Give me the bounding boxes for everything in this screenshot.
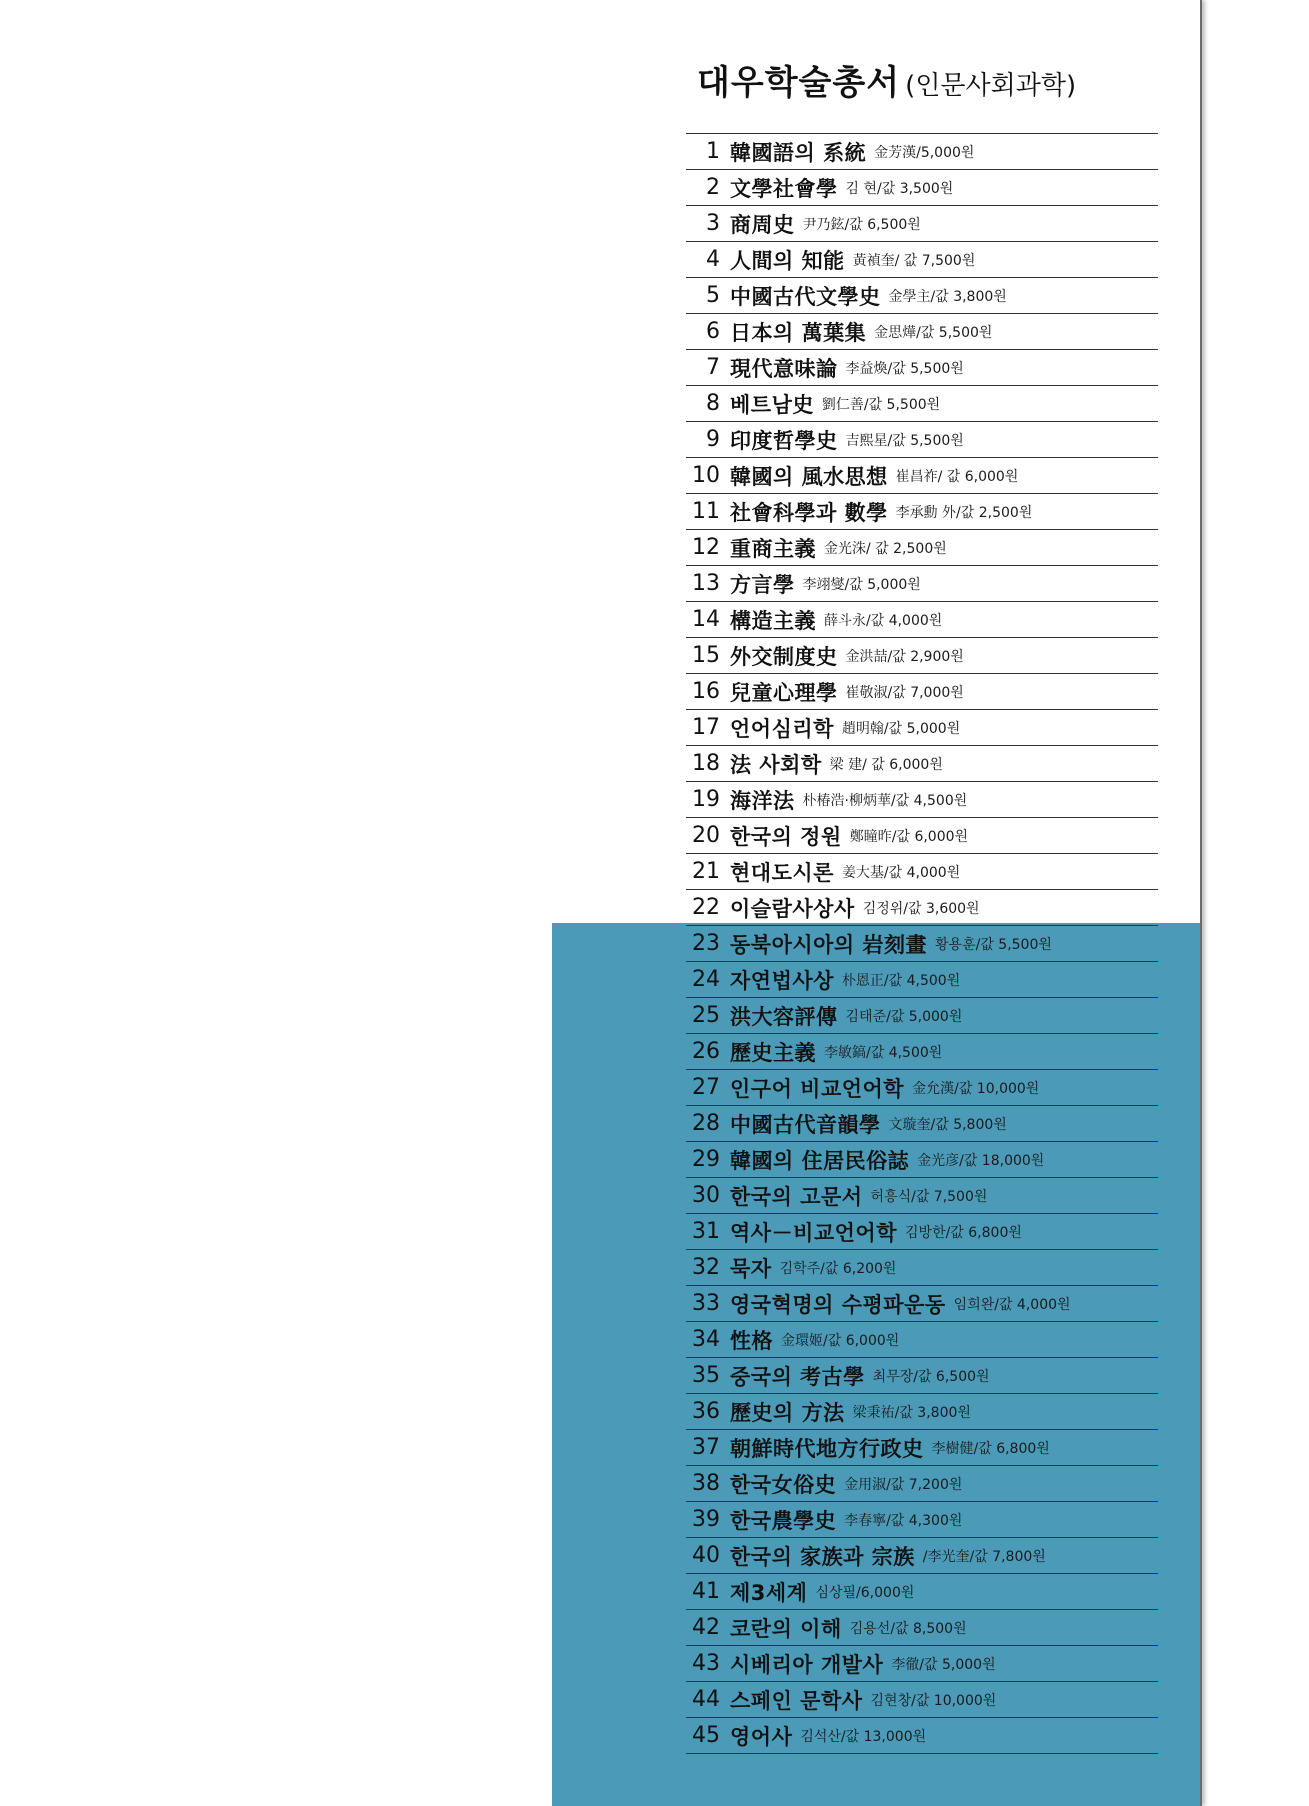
book-title: 베트남史: [730, 392, 814, 417]
book-title: 洪大容評傳: [730, 1004, 838, 1029]
book-title: 韓國語의 系統: [730, 140, 867, 165]
book-author-price: 崔昌祚/ 값 6,000원: [895, 468, 1019, 485]
book-number: 6: [706, 319, 720, 344]
book-number: 14: [692, 607, 720, 632]
book-title: 제3세계: [730, 1580, 808, 1605]
book-author-price: 허흥식/값 7,500원: [870, 1188, 988, 1205]
book-title: 商周史: [730, 212, 795, 237]
list-item: [686, 602, 1158, 638]
book-number: 39: [692, 1507, 720, 1532]
list-item: [686, 1142, 1158, 1178]
book-number: 4: [706, 247, 720, 272]
series-title-sub: (인문사회과학): [905, 71, 1077, 101]
book-number: 27: [692, 1075, 720, 1100]
book-author-price: 金洪喆/값 2,900원: [845, 648, 964, 665]
book-title: 中國古代文學史: [730, 284, 881, 309]
list-item: [686, 1610, 1158, 1646]
list-item: [686, 1070, 1158, 1106]
book-title: 현대도시론: [730, 860, 834, 885]
list-item: [686, 1286, 1158, 1322]
list-item: [686, 170, 1158, 206]
book-title: 한국女俗史: [730, 1472, 837, 1497]
book-number: 20: [692, 823, 720, 848]
list-item: [686, 530, 1158, 566]
book-title: 性格: [730, 1328, 773, 1353]
book-author-price: 吉熙星/값 5,500원: [845, 432, 964, 449]
list-item: [686, 386, 1158, 422]
list-item: [686, 278, 1158, 314]
book-title: 스페인 문학사: [730, 1688, 863, 1713]
book-number: 37: [692, 1435, 720, 1460]
list-item: [686, 494, 1158, 530]
list-item: [686, 566, 1158, 602]
book-number: 8: [706, 391, 720, 416]
book-author-price: 薛斗永/값 4,000원: [824, 612, 943, 629]
book-title: 構造主義: [730, 608, 816, 633]
list-item: [686, 1358, 1158, 1394]
book-author-price: 김학주/값 6,200원: [779, 1260, 897, 1277]
book-author-price: 李春寧/값 4,300원: [844, 1512, 963, 1529]
book-number: 17: [692, 715, 720, 740]
list-item: [686, 854, 1158, 890]
book-title: 자연법사상: [730, 968, 834, 993]
book-author-price: 최무장/값 6,500원: [872, 1368, 990, 1385]
book-title: 兒童心理學: [730, 680, 838, 705]
book-title: 社會科學과 數學: [730, 500, 888, 525]
list-item: [686, 1394, 1158, 1430]
book-title: 한국의 정원: [730, 824, 842, 849]
list-item: [686, 1574, 1158, 1610]
list-item: [686, 818, 1158, 854]
book-author-price: 李樹健/값 6,800원: [931, 1440, 1050, 1457]
list-item: [686, 674, 1158, 710]
book-number: 9: [706, 427, 720, 452]
book-title: 日本의 萬葉集: [730, 320, 867, 345]
book-number: 24: [692, 967, 720, 992]
book-number: 18: [692, 751, 720, 776]
list-item: [686, 206, 1158, 242]
book-title: 동북아시아의 岩刻畫: [730, 932, 928, 957]
book-number: 40: [692, 1543, 720, 1568]
book-title: 人間의 知能: [730, 248, 845, 273]
book-author-price: /李光奎/값 7,800원: [922, 1548, 1046, 1565]
book-title: 印度哲學史: [730, 428, 838, 453]
book-title: 朝鮮時代地方行政史: [730, 1436, 924, 1461]
book-author-price: 김석산/값 13,000원: [800, 1728, 927, 1745]
book-number: 38: [692, 1471, 720, 1496]
book-title: 海洋法: [730, 788, 795, 813]
list-item: [686, 1214, 1158, 1250]
book-author-price: 심상필/6,000원: [815, 1584, 915, 1601]
book-author-price: 김 현/값 3,500원: [845, 180, 954, 197]
book-number: 30: [692, 1183, 720, 1208]
book-number: 23: [692, 931, 720, 956]
book-author-price: 黃禎奎/ 값 7,500원: [852, 252, 976, 269]
book-author-price: 李翊燮/값 5,000원: [802, 576, 921, 593]
book-title: 文學社會學: [730, 176, 838, 201]
book-title: 인구어 비교언어학: [730, 1076, 905, 1101]
book-number: 42: [692, 1615, 720, 1640]
book-author-price: 김현창/값 10,000원: [870, 1692, 997, 1709]
list-item: [686, 962, 1158, 998]
book-number: 13: [692, 571, 720, 596]
book-title: 歷史主義: [730, 1040, 816, 1065]
book-author-price: 金學主/값 3,800원: [888, 288, 1007, 305]
book-number: 28: [692, 1111, 720, 1136]
book-author-price: 김정위/값 3,600원: [862, 900, 980, 917]
list-item: [686, 1466, 1158, 1502]
book-number: 21: [692, 859, 720, 884]
list-item: [686, 1718, 1158, 1754]
list-item: [686, 1646, 1158, 1682]
list-item: [686, 422, 1158, 458]
book-number: 26: [692, 1039, 720, 1064]
series-title: [697, 55, 1076, 104]
book-number: 45: [692, 1723, 720, 1748]
book-author-price: 金芳漢/5,000원: [874, 144, 975, 161]
book-number: 36: [692, 1399, 720, 1424]
book-title: 영국혁명의 수평파운동: [730, 1292, 946, 1317]
book-author-price: 尹乃鉉/값 6,500원: [802, 216, 921, 233]
book-author-price: 金允漢/값 10,000원: [912, 1080, 1040, 1097]
book-author-price: 金環姬/값 6,000원: [781, 1332, 900, 1349]
book-number: 35: [692, 1363, 720, 1388]
book-number: 11: [692, 499, 720, 524]
book-list: [686, 133, 1158, 1754]
book-title: 이슬람사상사: [730, 896, 855, 921]
list-item: [686, 1106, 1158, 1142]
book-author-price: 梁秉祐/값 3,800원: [852, 1404, 971, 1421]
book-number: 7: [706, 355, 720, 380]
book-number: 44: [692, 1687, 720, 1712]
list-item: [686, 710, 1158, 746]
book-title: 外交制度史: [730, 644, 838, 669]
book-author-price: 임희완/값 4,000원: [953, 1296, 1071, 1313]
book-author-price: 김태준/값 5,000원: [845, 1008, 963, 1025]
book-title: 묵자: [730, 1256, 772, 1281]
list-item: [686, 782, 1158, 818]
book-number: 19: [692, 787, 720, 812]
list-item: [686, 638, 1158, 674]
list-item: [686, 1538, 1158, 1574]
book-title: 언어심리학: [730, 716, 834, 741]
list-item: [686, 1502, 1158, 1538]
book-title: 코란의 이해: [730, 1616, 842, 1641]
book-number: 31: [692, 1219, 720, 1244]
book-title: 중국의 考古學: [730, 1364, 865, 1389]
book-author-price: 文璇奎/값 5,800원: [888, 1116, 1007, 1133]
list-item: [686, 1250, 1158, 1286]
book-number: 1: [706, 139, 720, 164]
list-item: [686, 314, 1158, 350]
book-number: 3: [706, 211, 720, 236]
book-title: 영어사: [730, 1724, 793, 1749]
book-title: 歷史의 方法: [730, 1400, 845, 1425]
book-author-price: 梁 建/ 값 6,000원: [829, 756, 943, 773]
book-author-price: 金思燁/값 5,500원: [874, 324, 993, 341]
list-item: [686, 746, 1158, 782]
book-number: 5: [706, 283, 720, 308]
book-title: 韓國의 住居民俗誌: [730, 1148, 910, 1173]
book-title: 現代意味論: [730, 356, 838, 381]
book-author-price: 金光彦/값 18,000원: [917, 1152, 1045, 1169]
book-number: 16: [692, 679, 720, 704]
list-item: [686, 926, 1158, 962]
book-author-price: 황용훈/값 5,500원: [935, 936, 1052, 953]
book-number: 10: [692, 463, 720, 488]
list-item: [686, 1682, 1158, 1718]
book-number: 2: [706, 175, 720, 200]
book-author-price: 李益煥/값 5,500원: [845, 360, 964, 377]
list-item: [686, 890, 1158, 926]
book-author-price: 崔敬淑/값 7,000원: [845, 684, 964, 701]
series-title-main: 대우학술총서: [697, 63, 901, 103]
book-title: 韓國의 風水思想: [730, 464, 888, 489]
book-author-price: 金光洙/ 값 2,500원: [824, 540, 947, 557]
book-author-price: 김용선/값 8,500원: [849, 1620, 967, 1637]
book-author-price: 朴椿浩·柳炳華/값 4,500원: [802, 792, 968, 809]
book-title: 中國古代音韻學: [730, 1112, 881, 1137]
list-item: [686, 1430, 1158, 1466]
book-author-price: 朴恩正/값 4,500원: [841, 972, 961, 989]
book-title: 시베리아 개발사: [730, 1652, 884, 1677]
book-author-price: 李徹/값 5,000원: [891, 1656, 996, 1673]
book-title: 한국農學史: [730, 1508, 837, 1533]
list-item: [686, 1034, 1158, 1070]
list-item: [686, 1322, 1158, 1358]
book-title: 方言學: [730, 572, 795, 597]
list-item: [686, 350, 1158, 386]
book-title: 重商主義: [730, 536, 816, 561]
book-author-price: 李承勳 外/값 2,500원: [895, 504, 1033, 521]
list-item: [686, 242, 1158, 278]
book-author-price: 姜大基/값 4,000원: [841, 864, 961, 881]
book-title: 法 사회학: [730, 752, 822, 777]
book-author-price: 李敏鎬/값 4,500원: [824, 1044, 943, 1061]
book-number: 12: [692, 535, 720, 560]
book-number: 29: [692, 1147, 720, 1172]
book-number: 43: [692, 1651, 720, 1676]
book-number: 33: [692, 1291, 720, 1316]
book-number: 15: [692, 643, 720, 668]
book-author-price: 金用淑/값 7,200원: [844, 1476, 963, 1493]
book-author-price: 趙明翰/값 5,000원: [841, 720, 961, 737]
book-number: 25: [692, 1003, 720, 1028]
book-number: 32: [692, 1255, 720, 1280]
list-item: [686, 134, 1158, 170]
book-author-price: 劉仁善/값 5,500원: [821, 396, 941, 413]
list-item: [686, 1178, 1158, 1214]
book-title: 한국의 고문서: [730, 1184, 863, 1209]
book-author-price: 김방한/값 6,800원: [905, 1224, 1022, 1241]
book-number: 22: [692, 895, 720, 920]
book-number: 41: [692, 1579, 720, 1604]
list-item: [686, 458, 1158, 494]
book-title: 한국의 家族과 宗族: [730, 1544, 915, 1569]
list-item: [686, 998, 1158, 1034]
book-author-price: 鄭瞳昨/값 6,000원: [849, 828, 969, 845]
book-title: 역사－비교언어학: [730, 1220, 898, 1245]
book-number: 34: [692, 1327, 720, 1352]
